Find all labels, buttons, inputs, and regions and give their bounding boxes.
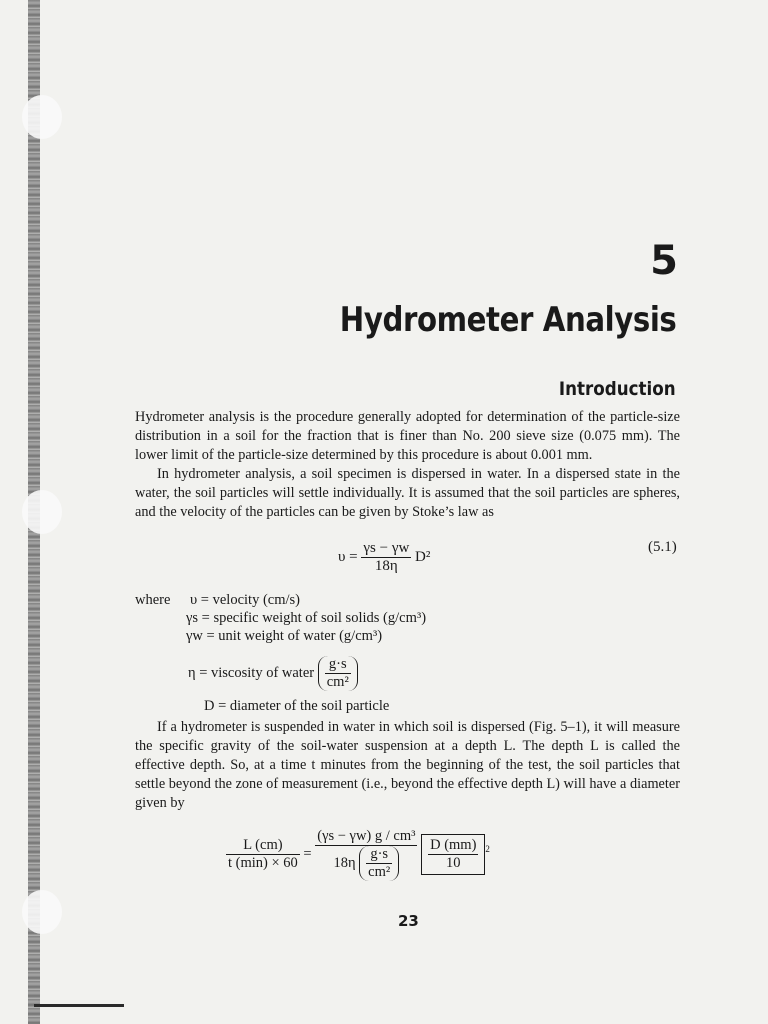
eq2-rhs-den: 10 <box>446 855 461 871</box>
eq1-numerator: γs − γw <box>363 540 410 556</box>
punch-hole <box>22 490 62 534</box>
definition-unit-weight: γw = unit weight of water (g/cm³) <box>186 628 383 644</box>
eq2-lhs <box>226 837 300 872</box>
paragraph-intro: Hydrometer analysis is the procedure generally adopted for determination of the particle-size distribution in a soil for the fraction that is finer than No. 200 sieve size (0.075 mm). The lower limit of the particle-size determined by this procedure is about 0.001 mm. <box>135 409 680 463</box>
punch-hole <box>22 890 62 934</box>
eq2-power: 2 <box>485 844 490 854</box>
eq2-rhs-bracket <box>421 834 485 875</box>
viscosity-unit-den: cm² <box>326 674 349 690</box>
eq2-rhs-num: D (mm) <box>430 837 477 853</box>
binding-edge-foot <box>34 1004 124 1007</box>
eq2-mid-num: (γs − γw) g / cm³ <box>317 828 416 844</box>
eq2-middle <box>315 828 417 881</box>
equation-particle-diameter <box>226 828 490 881</box>
viscosity-unit <box>318 656 358 691</box>
where-label: where <box>135 592 171 608</box>
definition-diameter: D = diameter of the soil particle <box>204 698 390 714</box>
eq2-unit-den: cm² <box>368 864 391 880</box>
eq2-mid-den-left: 18η <box>333 854 356 871</box>
eq2-unit-num: g·s <box>366 846 392 864</box>
punch-hole <box>22 95 62 139</box>
definition-velocity: υ = velocity (cm/s) <box>190 592 300 608</box>
viscosity-unit-num: g·s <box>325 656 351 674</box>
eq2-lhs-den: t (min) × 60 <box>228 855 298 871</box>
equation-number: (5.1) <box>648 539 677 555</box>
page-number: 23 <box>398 912 419 930</box>
definition-specific-weight: γs = specific weight of soil solids (g/cm³) <box>186 610 427 626</box>
eq1-fraction <box>361 540 411 575</box>
equation-stokes-law <box>338 540 430 575</box>
paragraph-stokes: In hydrometer analysis, a soil specimen is dispersed in water. In a dispersed state in the water, the soil particles will settle individually. It is assumed that the soil particles are spheres, and the velocity of the particles can be given by Stoke’s law as <box>135 466 680 520</box>
eq2-mid-den-unit <box>359 846 399 881</box>
eq1-lhs: υ = <box>338 548 358 565</box>
eq2-equals: = <box>303 845 312 862</box>
definition-viscosity <box>188 656 358 691</box>
chapter-title: Hydrometer Analysis <box>339 300 676 340</box>
viscosity-text: η = viscosity of water <box>188 664 315 681</box>
eq2-lhs-num: L (cm) <box>226 837 300 855</box>
chapter-number: 5 <box>650 238 678 284</box>
paragraph-effective-depth: If a hydrometer is suspended in water in which soil is dispersed (Fig. 5–1), it will measure the specific gravity of the soil-water suspension at a depth L. The depth L is called the effective depth. So, at a time t minutes from the beginning of the test, the soil particles that settle beyond the zone of measurement (i.e., beyond the effective depth L) will have a diameter given by <box>135 719 680 811</box>
eq2-mid-den <box>315 846 417 881</box>
eq1-tail: D² <box>415 548 431 565</box>
section-heading: Introduction <box>559 378 676 400</box>
eq1-denominator: 18η <box>374 558 398 574</box>
